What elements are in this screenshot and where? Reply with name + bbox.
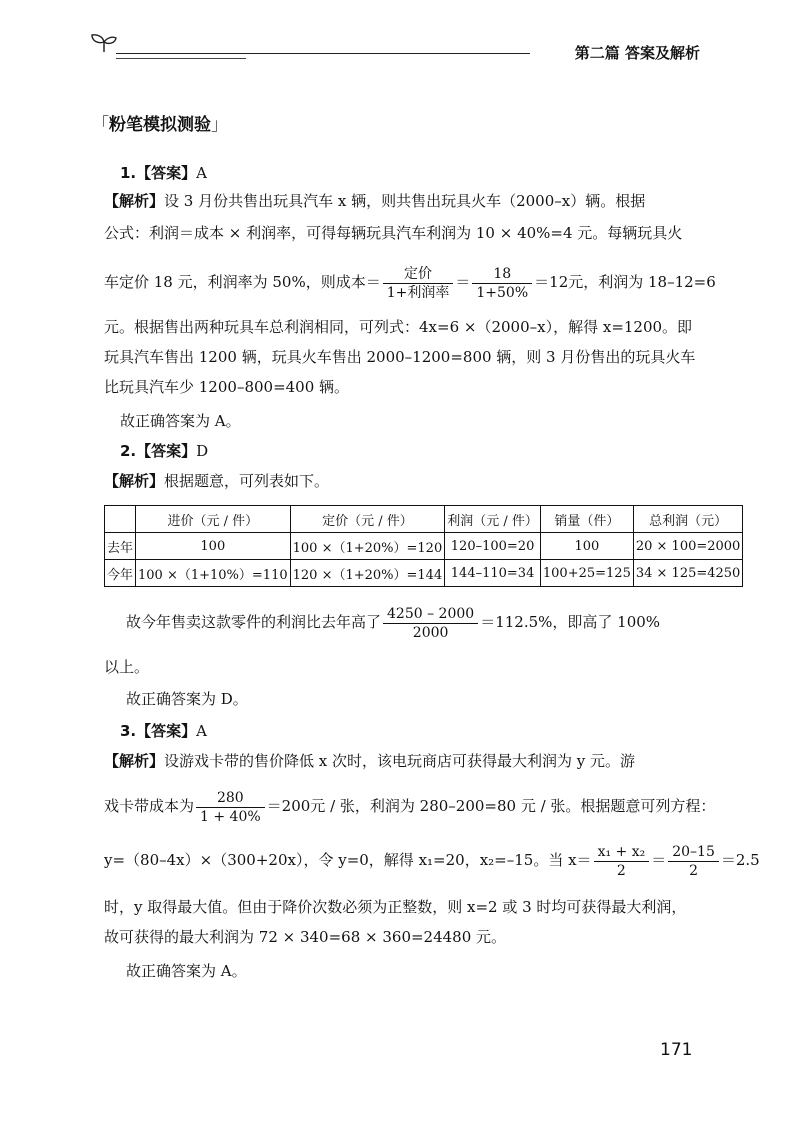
q2-result-line-1	[126, 602, 660, 642]
q1-equals: ＝	[455, 273, 471, 291]
fraction-denominator: 1 + 40%	[200, 808, 261, 825]
fraction-numerator: 4250 – 2000	[383, 605, 478, 624]
section-title-text: 粉笔模拟测验	[109, 115, 211, 135]
q1-analysis-line-3	[104, 262, 716, 302]
table-cell: 100	[540, 533, 633, 560]
q3-analysis-line-3	[104, 840, 760, 880]
q2-result-prefix: 故今年售卖这款零件的利润比去年高了	[126, 613, 382, 631]
fraction-denominator: 2	[689, 862, 699, 879]
q3-analysis-line-5: 故可获得的最大利润为 72 × 340=68 × 360=24480 元。	[104, 928, 507, 946]
q1-conclusion: 故正确答案为 A。	[120, 412, 241, 430]
fraction-denominator: 1+利润率	[386, 284, 450, 301]
q1-analysis-line-4: 元。根据售出两种玩具车总利润相同，可列式：4x=6 ×（2000–x），解得 x=1200。即	[104, 318, 693, 336]
sprout-icon	[90, 32, 118, 54]
q2-conclusion: 故正确答案为 D。	[126, 690, 248, 708]
q3-line-2-prefix: 戏卡带成本为	[104, 797, 195, 815]
table-cell: 144–110=34	[445, 560, 541, 587]
q1-fraction-cost-formula	[383, 265, 454, 302]
q3-answer	[120, 720, 207, 742]
q2-fraction-growth	[383, 605, 478, 642]
fraction-denominator: 2000	[412, 624, 449, 641]
fraction-numerator: 280	[196, 789, 265, 808]
table-header-cell: 利润（元 / 件）	[445, 506, 541, 533]
q2-answer-value: D	[196, 442, 209, 460]
table-header-cell: 总利润（元）	[633, 506, 743, 533]
q2-analysis-intro	[104, 470, 329, 492]
q1-analysis-label: 【解析】	[104, 192, 165, 210]
table-header-cell: 销量（件）	[540, 506, 633, 533]
q3-analysis-line-2	[104, 786, 715, 826]
q3-answer-label: 3.【答案】	[120, 722, 197, 740]
header-rule-secondary	[116, 58, 246, 59]
q3-fraction-vertex-value	[668, 843, 719, 880]
table-cell: 34 × 125=4250	[633, 560, 743, 587]
section-title-open-bracket: 「	[92, 115, 109, 135]
table-cell: 120–100=20	[445, 533, 541, 560]
q3-analysis-line-1	[104, 750, 635, 772]
section-title-close-bracket: 」	[211, 115, 228, 135]
page-header	[90, 28, 700, 68]
q2-answer-label: 2.【答案】	[120, 442, 197, 460]
q2-result-line-2: 以上。	[104, 658, 150, 676]
table-cell: 100+25=125	[540, 560, 633, 587]
q2-analysis-label: 【解析】	[104, 472, 165, 490]
table-header-row	[105, 506, 743, 533]
page-number: 171	[660, 1040, 693, 1060]
q3-line-1-text: 设游戏卡带的售价降低 x 次时，该电玩商店可获得最大利润为 y 元。游	[164, 752, 636, 770]
table-cell: 今年	[105, 560, 136, 587]
header-section-label: 第二篇 答案及解析	[574, 44, 700, 62]
fraction-numerator: 20–15	[668, 843, 719, 862]
table-header-cell: 定价（元 / 件）	[290, 506, 445, 533]
q3-line-3-suffix: ＝2.5	[720, 851, 760, 869]
q2-result-suffix: ＝112.5%，即高了 100%	[480, 613, 661, 631]
q3-answer-value: A	[196, 722, 207, 740]
table-cell: 去年	[105, 533, 136, 560]
q3-line-3-prefix: y=（80–4x）×（300+20x），令 y=0，解得 x₁=20，x₂=–15。当 x＝	[104, 851, 592, 869]
fraction-numerator: 18	[472, 265, 532, 284]
q3-analysis-label: 【解析】	[104, 752, 165, 770]
q1-answer-value: A	[196, 164, 207, 182]
q1-analysis-line-6: 比玩具汽车少 1200–800=400 辆。	[104, 378, 350, 396]
q3-fraction-cost	[196, 789, 265, 826]
q2-profit-table	[104, 505, 743, 587]
table-cell: 100	[136, 533, 291, 560]
q3-line-2-suffix: ＝200元 / 张，利润为 280–200=80 元 / 张。根据题意可列方程：	[266, 797, 716, 815]
table-cell: 100 ×（1+20%）=120	[290, 533, 445, 560]
q3-analysis-line-4: 时，y 取得最大值。但由于降价次数必须为正整数，则 x=2 或 3 时均可获得最大利润，	[104, 898, 687, 916]
q3-equals: ＝	[651, 851, 667, 869]
table-header-cell	[105, 506, 136, 533]
q3-fraction-vertex	[594, 843, 650, 880]
table-row	[105, 533, 743, 560]
q3-conclusion: 故正确答案为 A。	[126, 962, 247, 980]
table-cell: 20 × 100=2000	[633, 533, 743, 560]
q1-line-3-suffix: ＝12元，利润为 18–12=6	[534, 273, 716, 291]
q2-intro-text: 根据题意，可列表如下。	[164, 472, 330, 490]
q1-analysis-line-2: 公式：利润＝成本 × 利润率，可得每辆玩具汽车利润为 10 × 40%=4 元。每辆玩具火	[104, 224, 683, 242]
fraction-numerator: 定价	[383, 265, 454, 284]
q1-answer	[120, 162, 207, 184]
header-rule	[116, 53, 530, 54]
table-row	[105, 560, 743, 587]
fraction-numerator: x₁ + x₂	[594, 843, 650, 862]
fraction-denominator: 2	[616, 862, 626, 879]
table-cell: 100 ×（1+10%）=110	[136, 560, 291, 587]
q1-line-3-prefix: 车定价 18 元，利润率为 50%，则成本＝	[104, 273, 381, 291]
q1-analysis-line-1	[104, 190, 645, 212]
table-header-cell: 进价（元 / 件）	[136, 506, 291, 533]
q1-answer-label: 1.【答案】	[120, 164, 197, 182]
q2-answer	[120, 440, 208, 462]
table-cell: 120 ×（1+20%）=144	[290, 560, 445, 587]
section-title	[92, 110, 228, 135]
q1-analysis-line-5: 玩具汽车售出 1200 辆，玩具火车售出 2000–1200=800 辆，则 3 月份售出的玩具火车	[104, 348, 696, 366]
fraction-denominator: 1+50%	[476, 284, 529, 301]
q1-fraction-cost-value	[472, 265, 532, 302]
q1-line-1-text: 设 3 月份共售出玩具汽车 x 辆，则共售出玩具火车（2000–x）辆。根据	[164, 192, 646, 210]
